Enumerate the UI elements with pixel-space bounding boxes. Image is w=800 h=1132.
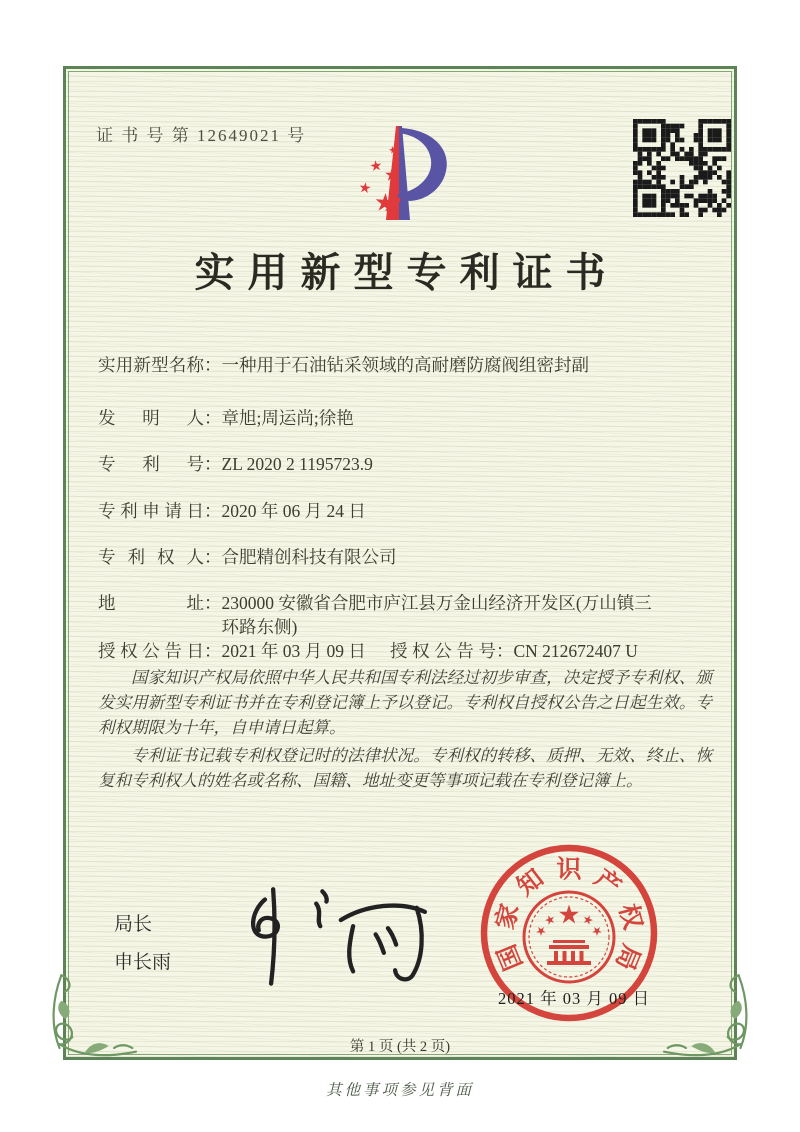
grant-number-value: CN 212672407 U [513,641,638,661]
field-label: 专利权人 [98,547,204,567]
svg-text:国: 国 [493,940,529,974]
field-label: 发明人 [98,408,204,428]
back-note: 其他事项参见背面 [325,1082,474,1099]
field-value: 合肥精创科技有限公司 [221,547,397,567]
field-label: 专利号 [98,454,204,474]
grant-date-label: 授权公告日 [98,641,204,661]
qr-code [633,119,731,217]
field-colon: ： [204,408,222,428]
signer-name: 申长雨 [114,952,172,973]
field-value: 章旭;周运尚;徐艳 [221,408,354,428]
svg-text:识: 识 [556,856,582,884]
field-row-inventor [98,406,354,430]
field-row-patent-no [98,452,373,476]
commissioner-signature [226,885,431,993]
seal-date: 2021 年 03 月 09 日 [497,989,651,1008]
legal-paragraphs [98,665,712,796]
field-value: 一种用于石油钻采领域的高耐磨防腐阀组密封副 [221,355,589,375]
grant-date-value: 2021 年 03 月 09 日 [221,641,366,661]
national-emblem-icon [524,892,614,982]
field-colon: ： [204,501,222,521]
cnipa-logo-icon [343,119,463,226]
page-number: 第 1 页 (共 2 页) [349,1039,451,1055]
field-value: ZL 2020 2 1195723.9 [221,454,373,474]
grant-number-pair [390,639,638,663]
svg-text:权: 权 [613,901,647,933]
field-label: 实用新型名称 [98,355,204,375]
certificate-title: 实用新型专利证书 [194,250,619,295]
field-row-patentee [98,545,397,569]
field-label: 专利申请日 [98,501,204,521]
corner-flourish-right-icon [655,967,755,1069]
svg-text:知: 知 [512,864,549,902]
field-row-grant [98,639,712,663]
field-value: 230000 安徽省合肥市庐江县万金山经济开发区(万山镇三环路东侧) [221,593,652,637]
grant-date-pair [98,639,366,663]
field-colon: ： [204,593,222,613]
field-colon: ： [204,547,222,567]
svg-text:产: 产 [589,864,626,902]
certificate-frame [63,66,737,1060]
field-row-filing-date [98,499,366,523]
field-value: 2020 年 06 月 24 日 [221,501,366,521]
field-colon: ： [204,641,222,661]
field-label: 地址 [98,593,204,613]
svg-text:家: 家 [491,901,525,933]
signer-title: 局长 [114,914,153,935]
field-colon: ： [204,355,222,375]
field-row-address [98,591,660,639]
corner-flourish-left-icon [45,967,145,1069]
field-colon: ： [204,454,222,474]
svg-text:局: 局 [609,940,645,974]
field-colon: ： [496,641,514,661]
paragraph-register-statement: 专利证书记载专利权登记时的法律状况。专利权的转移、质押、无效、终止、恢复和专利权人的姓名或名称、国籍、地址变更等事项记载在专利登记簿上。 [98,746,712,790]
paragraph-grant-statement: 国家知识产权局依照中华人民共和国专利法经过初步审查，决定授予专利权、颁发实用新型专利证书并在专利登记簿上予以登记。专利权自授权公告之日起生效。专利权期限为十年，自申请日起算。 [98,668,712,737]
grant-number-label: 授权公告号 [390,641,496,661]
field-row-name [98,353,589,377]
certificate-number: 证 书 号 第 12649021 号 [96,126,307,145]
